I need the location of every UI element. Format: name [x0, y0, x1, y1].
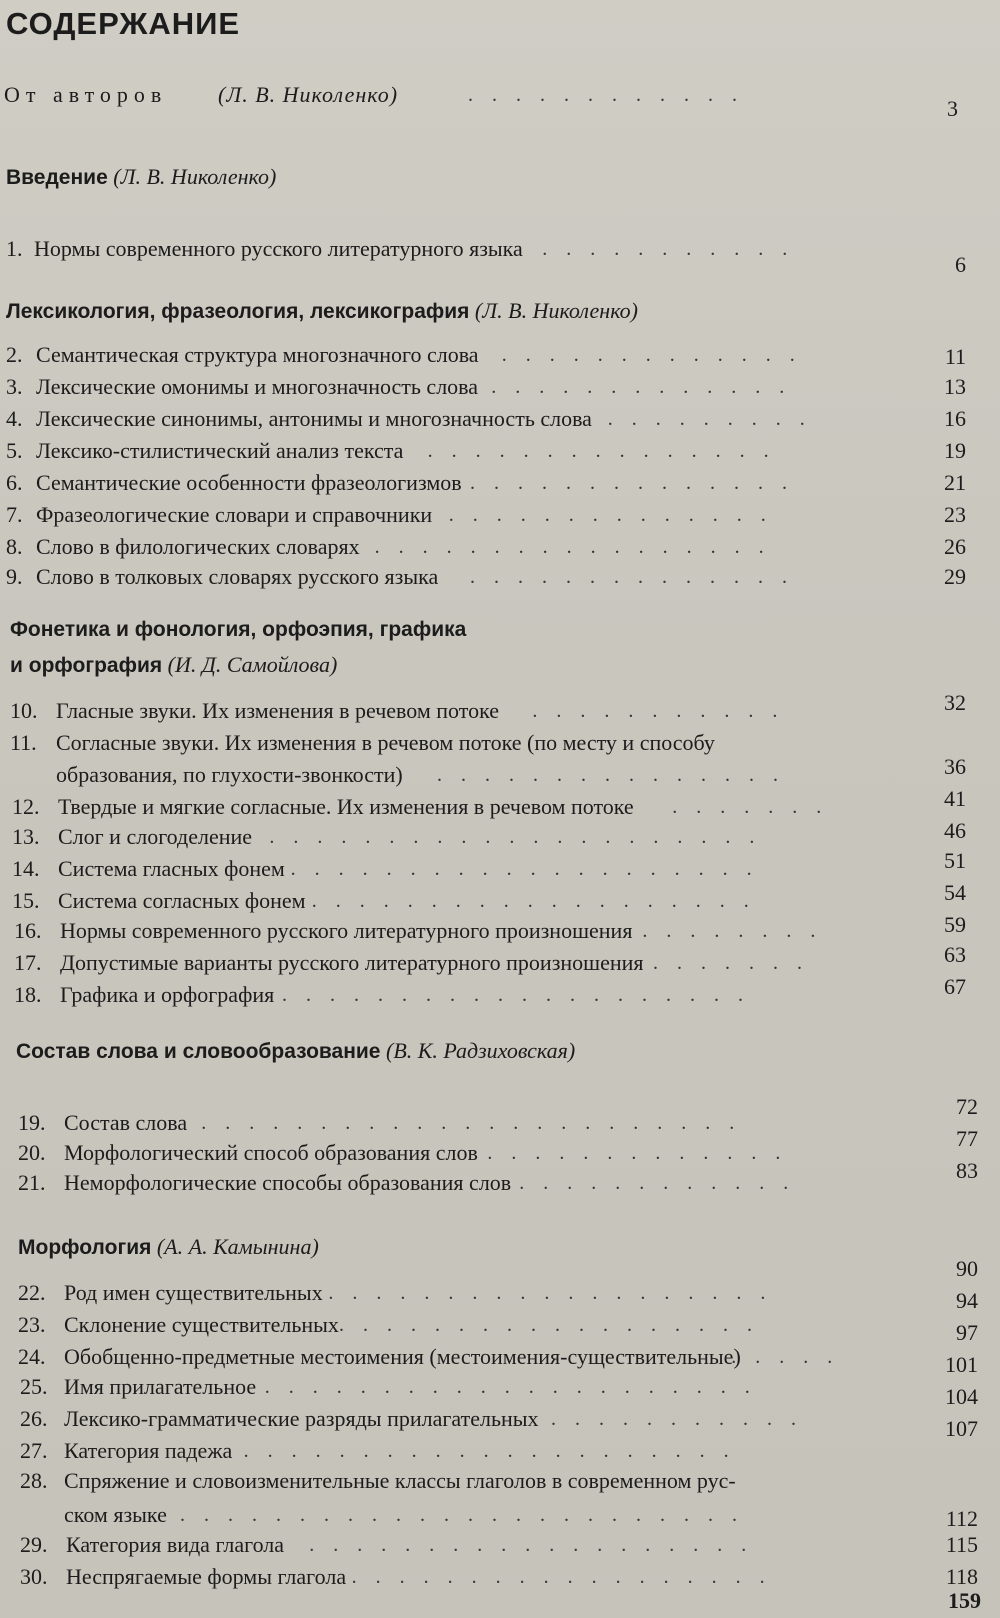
- entry-number: 12.: [12, 794, 40, 819]
- entry-page: 94: [956, 1288, 978, 1313]
- entry-page: 51: [944, 848, 966, 873]
- entry-number: 7.: [6, 502, 23, 527]
- entry-page-row: [0, 500, 1000, 530]
- entry-page: 19: [944, 438, 966, 463]
- entry-page-row: [0, 1092, 1000, 1122]
- entry-number: 10.: [10, 698, 38, 723]
- leader-dots: ...................: [311, 890, 768, 912]
- entry-title: Морфологический способ образования слов: [64, 1140, 478, 1165]
- section-label: Введение: [6, 166, 108, 189]
- leader-dots: ..............: [470, 566, 806, 588]
- entry-page-row: [0, 816, 1000, 846]
- entry-page: 29: [944, 564, 966, 589]
- entry-title: Спряжение и словоизменительные классы глаголов в современном рус-: [64, 1468, 736, 1493]
- leader-dots: .....................: [243, 1440, 748, 1462]
- entry-number: 28.: [20, 1468, 48, 1493]
- entry-page-row: [0, 972, 1000, 1002]
- entry-page-row: [0, 372, 1000, 402]
- entry-title: Семантические особенности фразеологизмов: [36, 470, 462, 495]
- leader-dots: .......................: [201, 1112, 754, 1134]
- intro-author: (Л. В. Николенко): [218, 82, 399, 107]
- entry-title: Слово в филологических словарях: [36, 534, 360, 559]
- intro-page: 3: [947, 96, 958, 121]
- section-heading: [10, 614, 466, 645]
- entry-page-row: [0, 1318, 1000, 1348]
- entry-number: 5.: [6, 438, 23, 463]
- entry-number: 30.: [20, 1564, 48, 1589]
- section-heading: [16, 1036, 575, 1067]
- entry-number: 16.: [14, 918, 42, 943]
- entry-number: 13.: [12, 824, 40, 849]
- section-heading: [6, 162, 276, 193]
- entry-page: 16: [944, 406, 966, 431]
- entry-title: Слог и слогоделение: [58, 824, 253, 849]
- entry-page-row: [0, 342, 1000, 372]
- entry-page: 77: [956, 1126, 978, 1151]
- entry-number: 20.: [18, 1140, 46, 1165]
- entry-title: Обобщенно-предметные местоимения (местоимения-существительные): [64, 1344, 741, 1369]
- section-label: Морфология: [18, 1236, 152, 1259]
- entry-page-row: [0, 1414, 1000, 1444]
- intro-label: От авторов: [4, 82, 168, 107]
- entry-page-row: [0, 404, 1000, 434]
- entry-number: 27.: [20, 1438, 48, 1463]
- leader-dots: ...................: [328, 1282, 785, 1304]
- leader-dots: ........................: [180, 1504, 756, 1526]
- page-title: СОДЕРЖАНИЕ: [6, 6, 241, 41]
- entry-title: Семантическая структура многозначного слова: [36, 342, 479, 367]
- entry-page: 26: [944, 534, 966, 559]
- leader-dots: ............: [468, 84, 756, 106]
- entry-title: Склонение существительных: [64, 1312, 339, 1337]
- leader-dots: ....................: [282, 984, 762, 1006]
- entry-number: 21.: [18, 1170, 46, 1195]
- entry-page: 104: [945, 1384, 978, 1409]
- leader-dots: ............: [519, 1172, 808, 1194]
- leader-dots: ...................: [309, 1534, 766, 1556]
- entry-number: 1.: [6, 236, 23, 261]
- entry-page: 115: [945, 1532, 978, 1557]
- entry-number: 11.: [10, 730, 37, 755]
- entry-page: 23: [944, 502, 966, 527]
- entry-title: Нормы современного русского литературного произношения: [60, 918, 633, 943]
- entry-title: Согласные звуки. Их изменения в речевом потоке (по месту и способу: [56, 730, 715, 755]
- entry-number: 14.: [12, 856, 40, 881]
- section-heading-cont: [10, 650, 337, 681]
- entry-title: Лексические синонимы, антонимы и многозначность слова: [36, 406, 592, 431]
- entry-title: Твердые и мягкие согласные. Их изменения в речевом потоке: [58, 794, 634, 819]
- entry-page: 101: [945, 1352, 978, 1377]
- entry-title: Система согласных фонем: [58, 888, 306, 913]
- entry-title: Лексические омонимы и многозначность слова: [36, 374, 479, 399]
- entry-page-row: [0, 1382, 1000, 1412]
- leader-dots: ...............: [427, 440, 788, 462]
- entry-page-row: [0, 1254, 1000, 1284]
- entry-number: 26.: [20, 1406, 48, 1431]
- entry-number: 25.: [20, 1374, 48, 1399]
- entry-page: 59: [944, 912, 966, 937]
- leader-dots: ...............: [437, 764, 797, 786]
- leader-dots: ...........: [532, 700, 797, 722]
- leader-dots: .....: [731, 1346, 852, 1368]
- entry-page: 36: [944, 754, 966, 779]
- entry-title: Нормы современного русского литературного языка: [34, 236, 523, 261]
- entry-page: 97: [956, 1320, 978, 1345]
- entry-title: Категория вида глагола: [66, 1532, 285, 1557]
- entry-page-row: [0, 940, 1000, 970]
- section-label: Состав слова и словообразование: [16, 1040, 381, 1063]
- leader-dots: .......: [672, 796, 841, 818]
- entry-title-cont: образования, по глухости-звонкости): [56, 762, 403, 787]
- entry-title: Категория падежа: [64, 1438, 233, 1463]
- entry-number: 19.: [18, 1110, 46, 1135]
- entry-page-row: [0, 752, 1000, 782]
- toc-entry: [0, 1466, 1000, 1496]
- leader-dots: .......: [653, 952, 821, 974]
- entry-page-row: [0, 1530, 1000, 1560]
- section-heading: [6, 296, 638, 327]
- entry-number: 24.: [18, 1344, 46, 1369]
- section-author: (А. А. Камынина): [156, 1234, 319, 1259]
- leader-dots: .............: [501, 344, 814, 366]
- entry-page-row: [0, 562, 1000, 592]
- leader-dots: ...........: [551, 1408, 815, 1430]
- section-author: (И. Д. Самойлова): [167, 652, 338, 677]
- entry-number: 22.: [18, 1280, 46, 1305]
- entry-page: 41: [944, 786, 966, 811]
- entry-page-row: [0, 1562, 1000, 1592]
- entry-title: Фразеологические словари и справочники: [36, 502, 433, 527]
- entry-title: Состав слова: [64, 1110, 188, 1135]
- entry-page: 90: [956, 1256, 978, 1281]
- leader-dots: .................: [374, 536, 783, 558]
- entry-number: 18.: [14, 982, 42, 1007]
- entry-number: 8.: [6, 534, 23, 559]
- entry-number: 3.: [6, 374, 23, 399]
- entry-number: 15.: [12, 888, 40, 913]
- leader-dots: .........: [607, 408, 824, 430]
- entry-title: Слово в толковых словарях русского языка: [36, 564, 439, 589]
- entry-number: 23.: [18, 1312, 46, 1337]
- entry-page-row: [0, 1286, 1000, 1316]
- entry-page: 6: [955, 252, 966, 277]
- entry-number: 29.: [20, 1532, 48, 1557]
- leader-dots: ...........: [542, 238, 807, 260]
- leader-dots: .............: [487, 1142, 800, 1164]
- entry-title: Гласные звуки. Их изменения в речевом потоке: [56, 698, 499, 723]
- entry-page-row: [0, 846, 1000, 876]
- section-label: Фонетика и фонология, орфоэпия, графика: [10, 618, 467, 641]
- entry-page: 72: [956, 1094, 978, 1119]
- entry-number: 2.: [6, 342, 23, 367]
- leader-dots: ....................: [290, 858, 771, 880]
- entry-page-row: [0, 1156, 1000, 1186]
- entry-page-row: [0, 468, 1000, 498]
- entry-page: 107: [945, 1416, 978, 1441]
- section-author: (Л. В. Николенко): [113, 164, 277, 189]
- entry-title: Имя прилагательное: [64, 1374, 257, 1399]
- entry-page: 83: [956, 1158, 978, 1183]
- section-label: Лексикология, фразеология, лексикография: [6, 300, 470, 323]
- entry-page-row: [0, 784, 1000, 814]
- entry-page-row: [0, 436, 1000, 466]
- entry-number: 6.: [6, 470, 23, 495]
- entry-title: Лексико-стилистический анализ текста: [36, 438, 404, 463]
- leader-dots: .....................: [269, 826, 774, 848]
- entry-title: Графика и орфография: [60, 982, 275, 1007]
- entry-page: 11: [944, 344, 966, 369]
- section-label-cont: и орфография: [10, 654, 163, 677]
- entry-page: 63: [944, 942, 966, 967]
- section-author: (Л. В. Николенко): [474, 298, 638, 323]
- entry-page-row: [0, 688, 1000, 718]
- entry-page-row: [0, 1350, 1000, 1380]
- entry-number: 4.: [6, 406, 23, 431]
- entry-page: 13: [944, 374, 966, 399]
- entry-title: Неморфологические способы образования слов: [64, 1170, 512, 1195]
- leader-dots: .....................: [264, 1376, 769, 1398]
- leader-dots: ..................: [351, 1566, 784, 1588]
- entry-page: 32: [944, 690, 966, 715]
- leader-dots: ..............: [470, 472, 806, 494]
- entry-page-row: [0, 1124, 1000, 1154]
- entry-page: 46: [944, 818, 966, 843]
- entry-page-row: [0, 250, 1000, 280]
- entry-page: 118: [945, 1564, 978, 1589]
- entry-page: 112: [945, 1506, 978, 1531]
- intro-row: [0, 80, 1000, 121]
- page-folio: 159: [948, 1588, 981, 1613]
- entry-number: 17.: [14, 950, 42, 975]
- entry-page: 67: [944, 974, 966, 999]
- entry-title: Допустимые варианты русского литературного произношения: [60, 950, 644, 975]
- leader-dots: ........: [642, 920, 835, 942]
- leader-dots: ..............: [448, 504, 785, 526]
- section-author: (В. К. Радзиховская): [386, 1038, 576, 1063]
- leader-dots: ..................: [339, 1314, 771, 1336]
- entry-title: Лексико-грамматические разряды прилагательных: [64, 1406, 539, 1431]
- entry-page-row: [0, 532, 1000, 562]
- entry-title: Род имен существительных: [64, 1280, 323, 1305]
- entry-page-row: [0, 910, 1000, 940]
- entry-page: 21: [944, 470, 966, 495]
- leader-dots: .............: [491, 376, 804, 398]
- entry-title: Система гласных фонем: [58, 856, 285, 881]
- entry-page-row: [0, 878, 1000, 908]
- entry-title: Неспрягаемые формы глагола: [66, 1564, 347, 1589]
- entry-title-cont: ском языке: [64, 1502, 167, 1527]
- entry-number: 9.: [6, 564, 23, 589]
- entry-page: 54: [944, 880, 966, 905]
